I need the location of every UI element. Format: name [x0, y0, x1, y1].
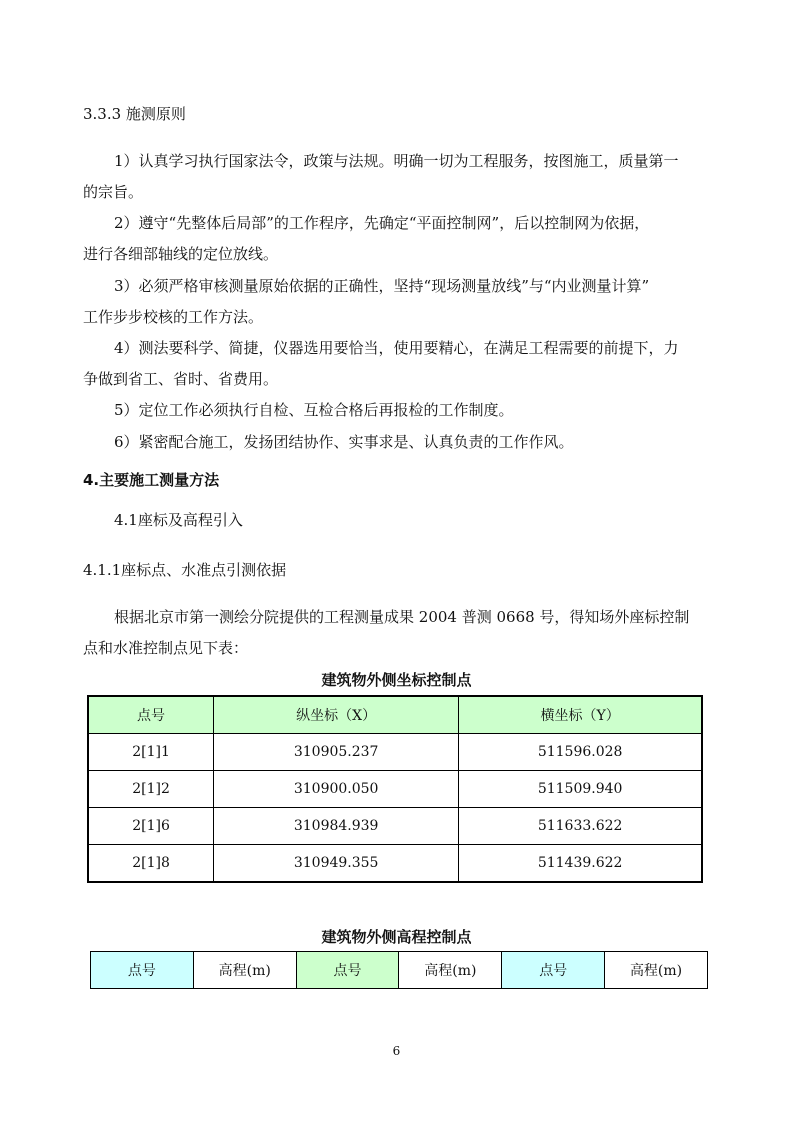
coord-header-x: 纵坐标（X） [214, 696, 459, 734]
section-4-1-heading: 4.1座标及高程引入 [114, 511, 243, 529]
principle-2-line-2: 进行各细部轴线的定位放线。 [83, 245, 279, 263]
table-row [88, 808, 702, 845]
coord-y-cell: 511439.622 [459, 845, 702, 883]
principle-3-line-1: 3）必须严格审核测量原始依据的正确性，坚持“现场测量放线”与“内业测量计算” [114, 277, 650, 295]
coord-y-cell: 511509.940 [459, 771, 702, 808]
principle-4-line-2: 争做到省工、省时、省费用。 [83, 370, 279, 388]
principle-1-line-2: 的宗旨。 [83, 183, 144, 201]
coord-x-cell: 310984.939 [214, 808, 459, 845]
coord-header-y: 横坐标（Y） [459, 696, 702, 734]
elev-table-caption: 建筑物外侧高程控制点 [321, 928, 472, 946]
section-3-3-3-heading: 3.3.3 施测原则 [83, 105, 186, 123]
section-4-1-1-heading: 4.1.1座标点、水准点引测依据 [83, 561, 287, 579]
elev-header-point-1: 点号 [91, 952, 194, 989]
elev-table [90, 951, 708, 989]
elev-header-point-3: 点号 [502, 952, 605, 989]
coord-y-cell: 511633.622 [459, 808, 702, 845]
principle-3-line-2: 工作步步校核的工作方法。 [83, 308, 264, 326]
page-number: 6 [392, 1044, 401, 1058]
principle-4-line-1: 4）测法要科学、简捷，仪器选用要恰当，使用要精心，在满足工程需要的前提下，力 [114, 339, 679, 357]
coord-point-cell: 2[1]8 [88, 845, 214, 883]
table-row [88, 734, 702, 771]
elev-header-height-2: 高程(m) [399, 952, 502, 989]
section-4-heading: 4.主要施工测量方法 [83, 471, 220, 489]
principle-5: 5）定位工作必须执行自检、互检合格后再报检的工作制度。 [114, 401, 514, 419]
coord-table [87, 695, 703, 883]
coord-table-caption: 建筑物外侧坐标控制点 [321, 671, 472, 689]
intro-line-1: 根据北京市第一测绘分院提供的工程测量成果 2004 普测 0668 号，得知场外座标控制 [114, 608, 690, 626]
coord-point-cell: 2[1]1 [88, 734, 214, 771]
intro-line-2: 点和水准控制点见下表： [83, 639, 249, 657]
coord-table-header-row [88, 696, 702, 734]
coord-y-cell: 511596.028 [459, 734, 702, 771]
principle-6: 6）紧密配合施工，发扬团结协作、实事求是、认真负责的工作作风。 [114, 433, 574, 451]
table-row [88, 771, 702, 808]
coord-point-cell: 2[1]6 [88, 808, 214, 845]
principle-2-line-1: 2）遵守“先整体后局部”的工作程序，先确定“平面控制网”，后以控制网为依据， [114, 214, 650, 232]
coord-x-cell: 310905.237 [214, 734, 459, 771]
elev-table-header-row [91, 952, 708, 989]
table-row [88, 845, 702, 883]
elev-header-height-3: 高程(m) [605, 952, 708, 989]
coord-header-point: 点号 [88, 696, 214, 734]
coord-x-cell: 310900.050 [214, 771, 459, 808]
elev-header-height-1: 高程(m) [193, 952, 296, 989]
principle-1-line-1: 1）认真学习执行国家法令，政策与法规。明确一切为工程服务，按图施工，质量第一 [114, 152, 679, 170]
elev-header-point-2: 点号 [296, 952, 399, 989]
coord-x-cell: 310949.355 [214, 845, 459, 883]
coord-point-cell: 2[1]2 [88, 771, 214, 808]
